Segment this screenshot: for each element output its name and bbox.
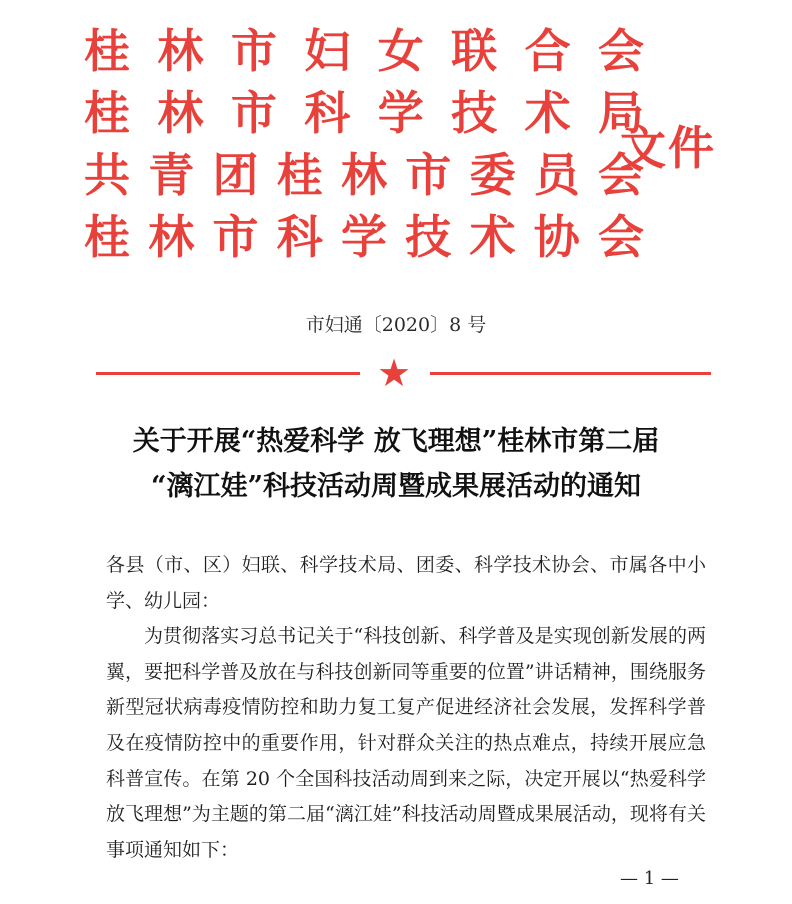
body-paragraph: 为贯彻落实习总书记关于“科技创新、科学普及是实现创新发展的两翼，要把科学普及放在与科技创新同等重要的位置”讲话精神，围绕服务新型冠状病毒疫情防控和助力复工复产促进经济社会发展，发挥科学普及在疫情防控中的重要作用，针对群众关注的热点难点，持续开展应急科普宣传。在第 20 个全国科技活动周到来之际，决定开展以“热爱科学 放飞理想”为主题的第二届“漓江娃”科技活动周暨成果展活动，现将有关事项通知如下： bbox=[106, 625, 706, 861]
page-number: — 1 — bbox=[620, 868, 679, 889]
document-title-line-2: “漓江娃”科技活动周暨成果展活动的通知 bbox=[150, 471, 642, 502]
red-divider-right bbox=[430, 372, 711, 375]
organization-name: 桂林市科学技术局 bbox=[84, 86, 644, 140]
document-number: 市妇通〔2020〕8 号 bbox=[305, 314, 487, 336]
issuing-organizations bbox=[84, 20, 644, 268]
document-title-line-1: 关于开展“热爱科学 放飞理想”桂林市第二届 bbox=[132, 426, 660, 457]
recipients: 各县（市、区）妇联、科学技术局、团委、科学技术协会、市属各中小学、幼儿园： bbox=[106, 554, 706, 612]
organization-name: 桂林市科学技术协会 bbox=[84, 210, 644, 264]
organization-name: 共青团桂林市委员会 bbox=[84, 148, 644, 202]
document-suffix: 文件 bbox=[620, 121, 716, 175]
red-divider-left bbox=[96, 372, 360, 375]
organization-name: 桂林市妇女联合会 bbox=[84, 24, 644, 78]
star-icon: ★ bbox=[377, 351, 412, 395]
document-body bbox=[106, 548, 706, 868]
